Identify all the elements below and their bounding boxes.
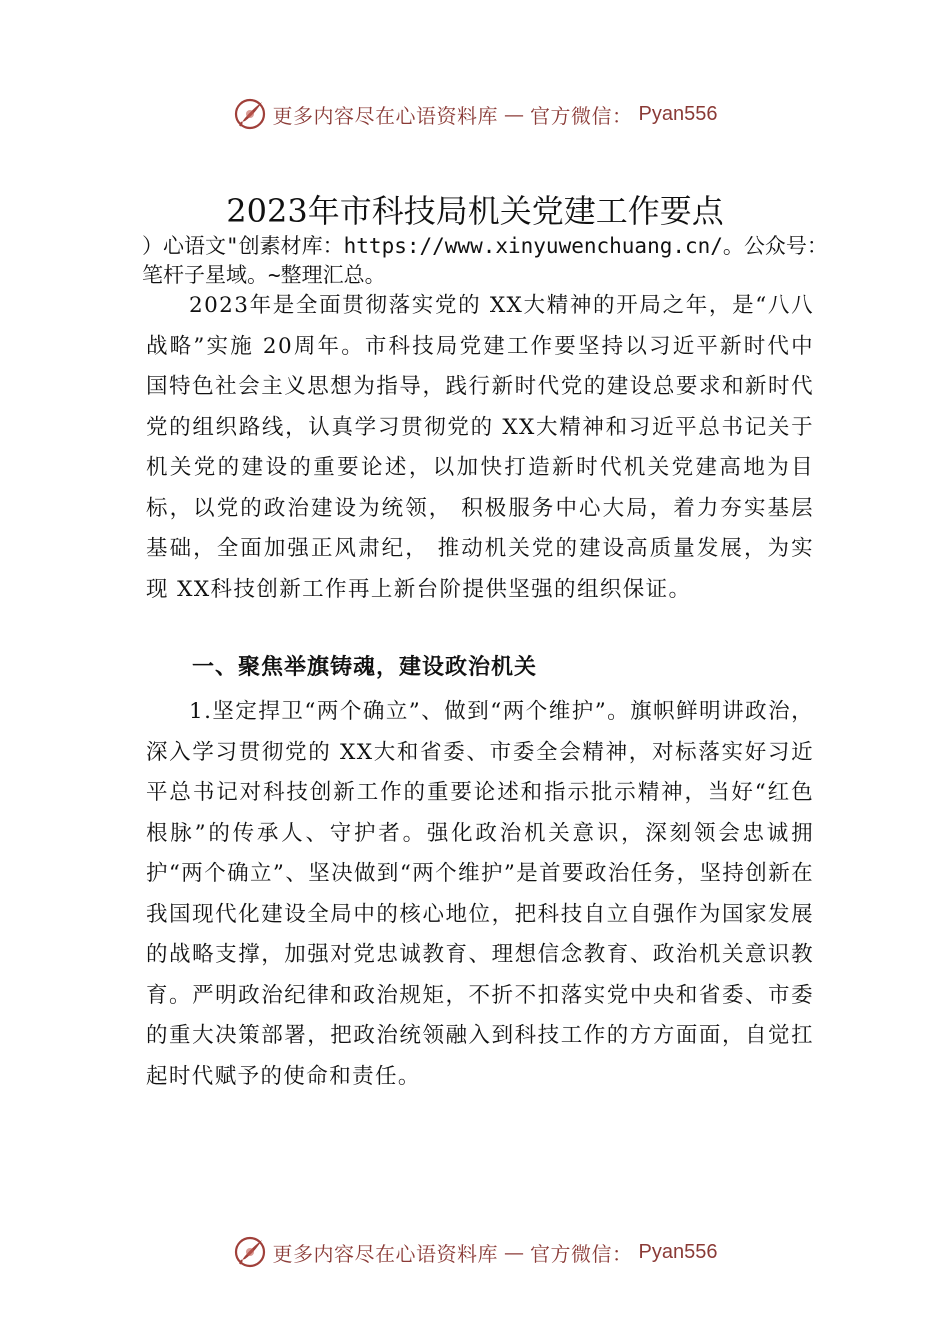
intro-paragraph: 2023年是全面贯彻落实党的 XX大精神的开局之年，是“八八战略”实施 20周年。市科技局党建工作要坚持以习近平新时代中国特色社会主义思想为指导，践行新时代党的建设总要求和新时代党的组织路线，认真学习贯彻党的 XX大精神和习近平总书记关于机关党的建设的重要论述，以加快打造新时代机关党建高地为目标，以党的政治建设为统领， 积极服务中心大局，着力夯实基层基础，全面加强正风肃纪， 推动机关党的建设高质量发展，为实现 XX科技创新工作再上新台阶提供坚强的组织保证。 — [146, 293, 814, 602]
banner-wechat-id: Pyan556 — [638, 1240, 718, 1263]
section-paragraph: 1.坚定捍卫“两个确立”、做到“两个维护”。旗帜鲜明讲政治，深入学习贯彻党的 XX大和省委、市委全会精神，对标落实好习近平总书记对科技创新工作的重要论述和指示批示精神，当好“红色根脉”的传承人、守护者。强化政治机关意识，深刻领会忠诚拥护“两个确立”、坚决做到“两个维护”是首要政治任务，坚持创新在我国现代化建设全局中的核心地位，把科技自立自强作为国家发展的战略支撑，加强对党忠诚教育、理想信念教育、政治机关意识教育。严明政治纪律和政治规矩，不折不扣落实党中央和省委、市委的重大决策部署，把政治统领融入到科技工作的方方面面，自觉扛起时代赋予的使命和责任。 — [146, 699, 814, 1089]
quill-circle-icon — [233, 97, 267, 131]
section-heading: 一、聚焦举旗铸魂，建设政治机关 — [192, 655, 538, 680]
banner-wechat-label: 官方微信： — [530, 1241, 633, 1266]
banner-text: 更多内容尽在心语资料库 — [272, 103, 499, 128]
source-note: ）心语文"创素材库：https://www.xinyuwenchuang.cn/。公众号：笔杆子星域。~整理汇总。 — [142, 234, 828, 287]
header-banner — [0, 92, 950, 136]
banner-text: 更多内容尽在心语资料库 — [272, 1241, 499, 1266]
banner-separator: — — [504, 1240, 525, 1264]
footer-banner — [0, 1230, 950, 1274]
banner-separator: — — [504, 102, 525, 126]
banner-wechat-label: 官方微信： — [530, 103, 633, 128]
document-title: 2023年市科技局机关党建工作要点 — [226, 192, 724, 230]
banner-wechat-id: Pyan556 — [638, 102, 718, 125]
quill-circle-icon — [233, 1235, 267, 1269]
